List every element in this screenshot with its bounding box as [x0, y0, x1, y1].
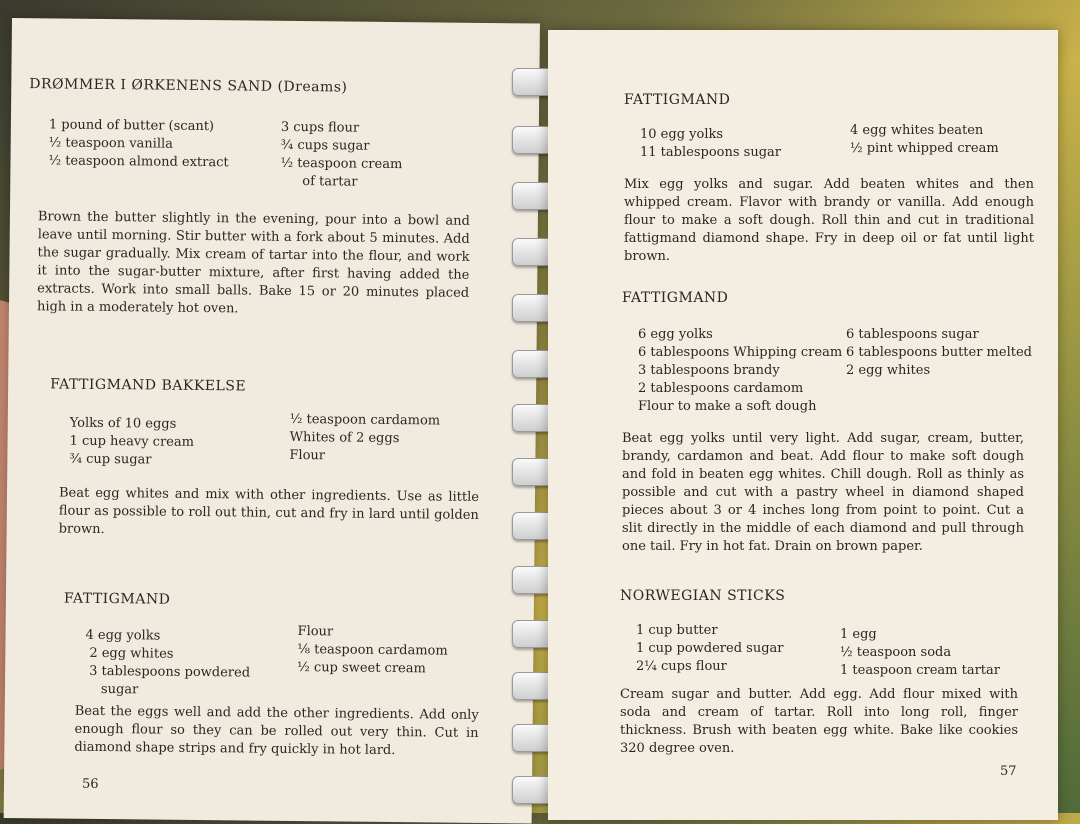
ingredient: 2¼ cups flour [636, 659, 727, 674]
recipe-directions: Cream sugar and butter. Add egg. Add flour mixed with soda and cream of tartar. Roll into long roll, finger thickness. Brush with beaten egg white. Bake like cookies 320 degree oven. [620, 687, 1018, 756]
recipe-title-fattigmand-bakkelse: FATTIGMAND BAKKELSE [50, 376, 247, 395]
ingredient: of tartar [302, 174, 358, 190]
page-number: 56 [81, 776, 99, 792]
ingredient: ¾ cups sugar [280, 137, 370, 154]
ingredients-col-a [640, 126, 781, 162]
ingredient: 2 tablespoons cardamom [638, 381, 804, 396]
ingredient: ½ teaspoon soda [840, 645, 952, 660]
ingredients-col-b [289, 411, 440, 467]
ingredient: 6 tablespoons Whipping cream [638, 345, 843, 360]
recipe-directions: Mix egg yolks and sugar. Add beaten whites and then whipped cream. Flavor with brandy or vanilla. Add enough flour to make a soft dough. Roll thin and cut in traditional fattigmand diamond shape. Fry in deep oil or fat until light brown. [624, 177, 1034, 264]
ingredients-col-b [280, 119, 403, 192]
ingredient: Flour [289, 447, 326, 464]
ingredient: ¾ cup sugar [69, 451, 152, 468]
recipe-directions: Beat egg yolks until very light. Add sugar, cream, butter, brandy, cardamon and beat. Add flour to make soft dough and fold in beaten egg whites. Chill dough. Roll as thinly as possible and cut with a pastry wheel in diamond shaped pieces about 3 or 4 inches long from point to point. Cut a slit directly in the middle of each diamond and pull through one tail. Fry in hot fat. Drain on brown paper. [622, 431, 1024, 554]
recipe-title-fattigmand: FATTIGMAND [624, 92, 731, 108]
ingredient: 4 egg yolks [85, 627, 161, 644]
ingredient: 3 tablespoons powdered [89, 663, 251, 681]
ingredients-col-a [48, 116, 229, 172]
ingredient: Flour [297, 624, 334, 640]
ingredient: Whites of 2 eggs [289, 429, 400, 447]
ingredient: 6 tablespoons sugar [846, 327, 979, 342]
ingredients-col-b [297, 623, 448, 679]
recipe-title-norwegian-sticks: NORWEGIAN STICKS [620, 588, 786, 604]
recipe-directions: Brown the butter slightly in the evening, pour into a bowl and leave until morning. Stir butter with a fork about 5 minutes. Add the sugar gradually. Mix cream of tartar into the flour, and work it into the sugar-butter mixture, after first having added the extracts. Work into small balls. Bake 15 or 20 minutes placed high in a moderately hot oven. [36, 209, 470, 317]
ingredient: ⅛ teaspoon cardamom [297, 642, 448, 659]
recipe-directions: Beat egg whites and mix with other ingredients. Use as little flour as possible to roll out thin, cut and fry in lard until golden brown. [58, 485, 480, 537]
ingredient: 10 egg yolks [640, 127, 724, 142]
ingredients-col-a [636, 622, 784, 676]
recipe-directions: Beat the eggs well and add the other ingredients. Add only enough flour so they can be rolled out very thin. Cut in diamond shape strips and fry quickly in hot lard. [74, 703, 479, 759]
ingredient: 11 tablespoons sugar [640, 145, 781, 160]
ingredient: ½ teaspoon cream [280, 155, 403, 173]
ingredient: ½ cup sweet cream [297, 660, 426, 677]
recipe-title-fattigmand: FATTIGMAND [63, 590, 171, 608]
ingredients-col-a [85, 627, 251, 701]
ingredient: ½ teaspoon cardamom [289, 411, 441, 429]
ingredients-col-b [840, 626, 1000, 680]
ingredient: 1 cup heavy cream [69, 433, 195, 450]
right-page [548, 30, 1058, 820]
ingredients-col-a [638, 326, 842, 416]
ingredient: ½ teaspoon vanilla [48, 135, 174, 152]
ingredients-col-b [846, 326, 1032, 380]
left-page [4, 18, 540, 823]
ingredient: ½ teaspoon almond extract [48, 153, 229, 171]
ingredient: 2 egg whites [89, 645, 174, 662]
ingredient: Yolks of 10 eggs [69, 415, 177, 432]
ingredient: 1 cup butter [636, 623, 718, 638]
recipe-title-fattigmand: FATTIGMAND [622, 290, 729, 306]
ingredient: 2 egg whites [846, 363, 931, 378]
ingredient: 4 egg whites beaten [850, 123, 984, 138]
ingredient: 6 tablespoons butter melted [846, 345, 1032, 360]
ingredient: 1 egg [840, 627, 877, 642]
ingredient: ½ pint whipped cream [850, 141, 999, 156]
ingredient: 3 cups flour [280, 119, 360, 136]
ingredient: Flour to make a soft dough [638, 399, 817, 414]
ingredients-col-a [69, 415, 194, 470]
page-number: 57 [1000, 764, 1017, 779]
ingredient: 3 tablespoons brandy [638, 363, 780, 378]
ingredient: 1 cup powdered sugar [636, 641, 784, 656]
ingredient: sugar [100, 681, 139, 698]
ingredients-col-b [850, 122, 999, 158]
ingredient: 1 pound of butter (scant) [48, 117, 215, 135]
recipe-title-dreams: DRØMMER I ØRKENENS SAND (Dreams) [29, 76, 348, 96]
ingredient: 6 egg yolks [638, 327, 713, 342]
ingredient: 1 teaspoon cream tartar [840, 663, 1000, 678]
